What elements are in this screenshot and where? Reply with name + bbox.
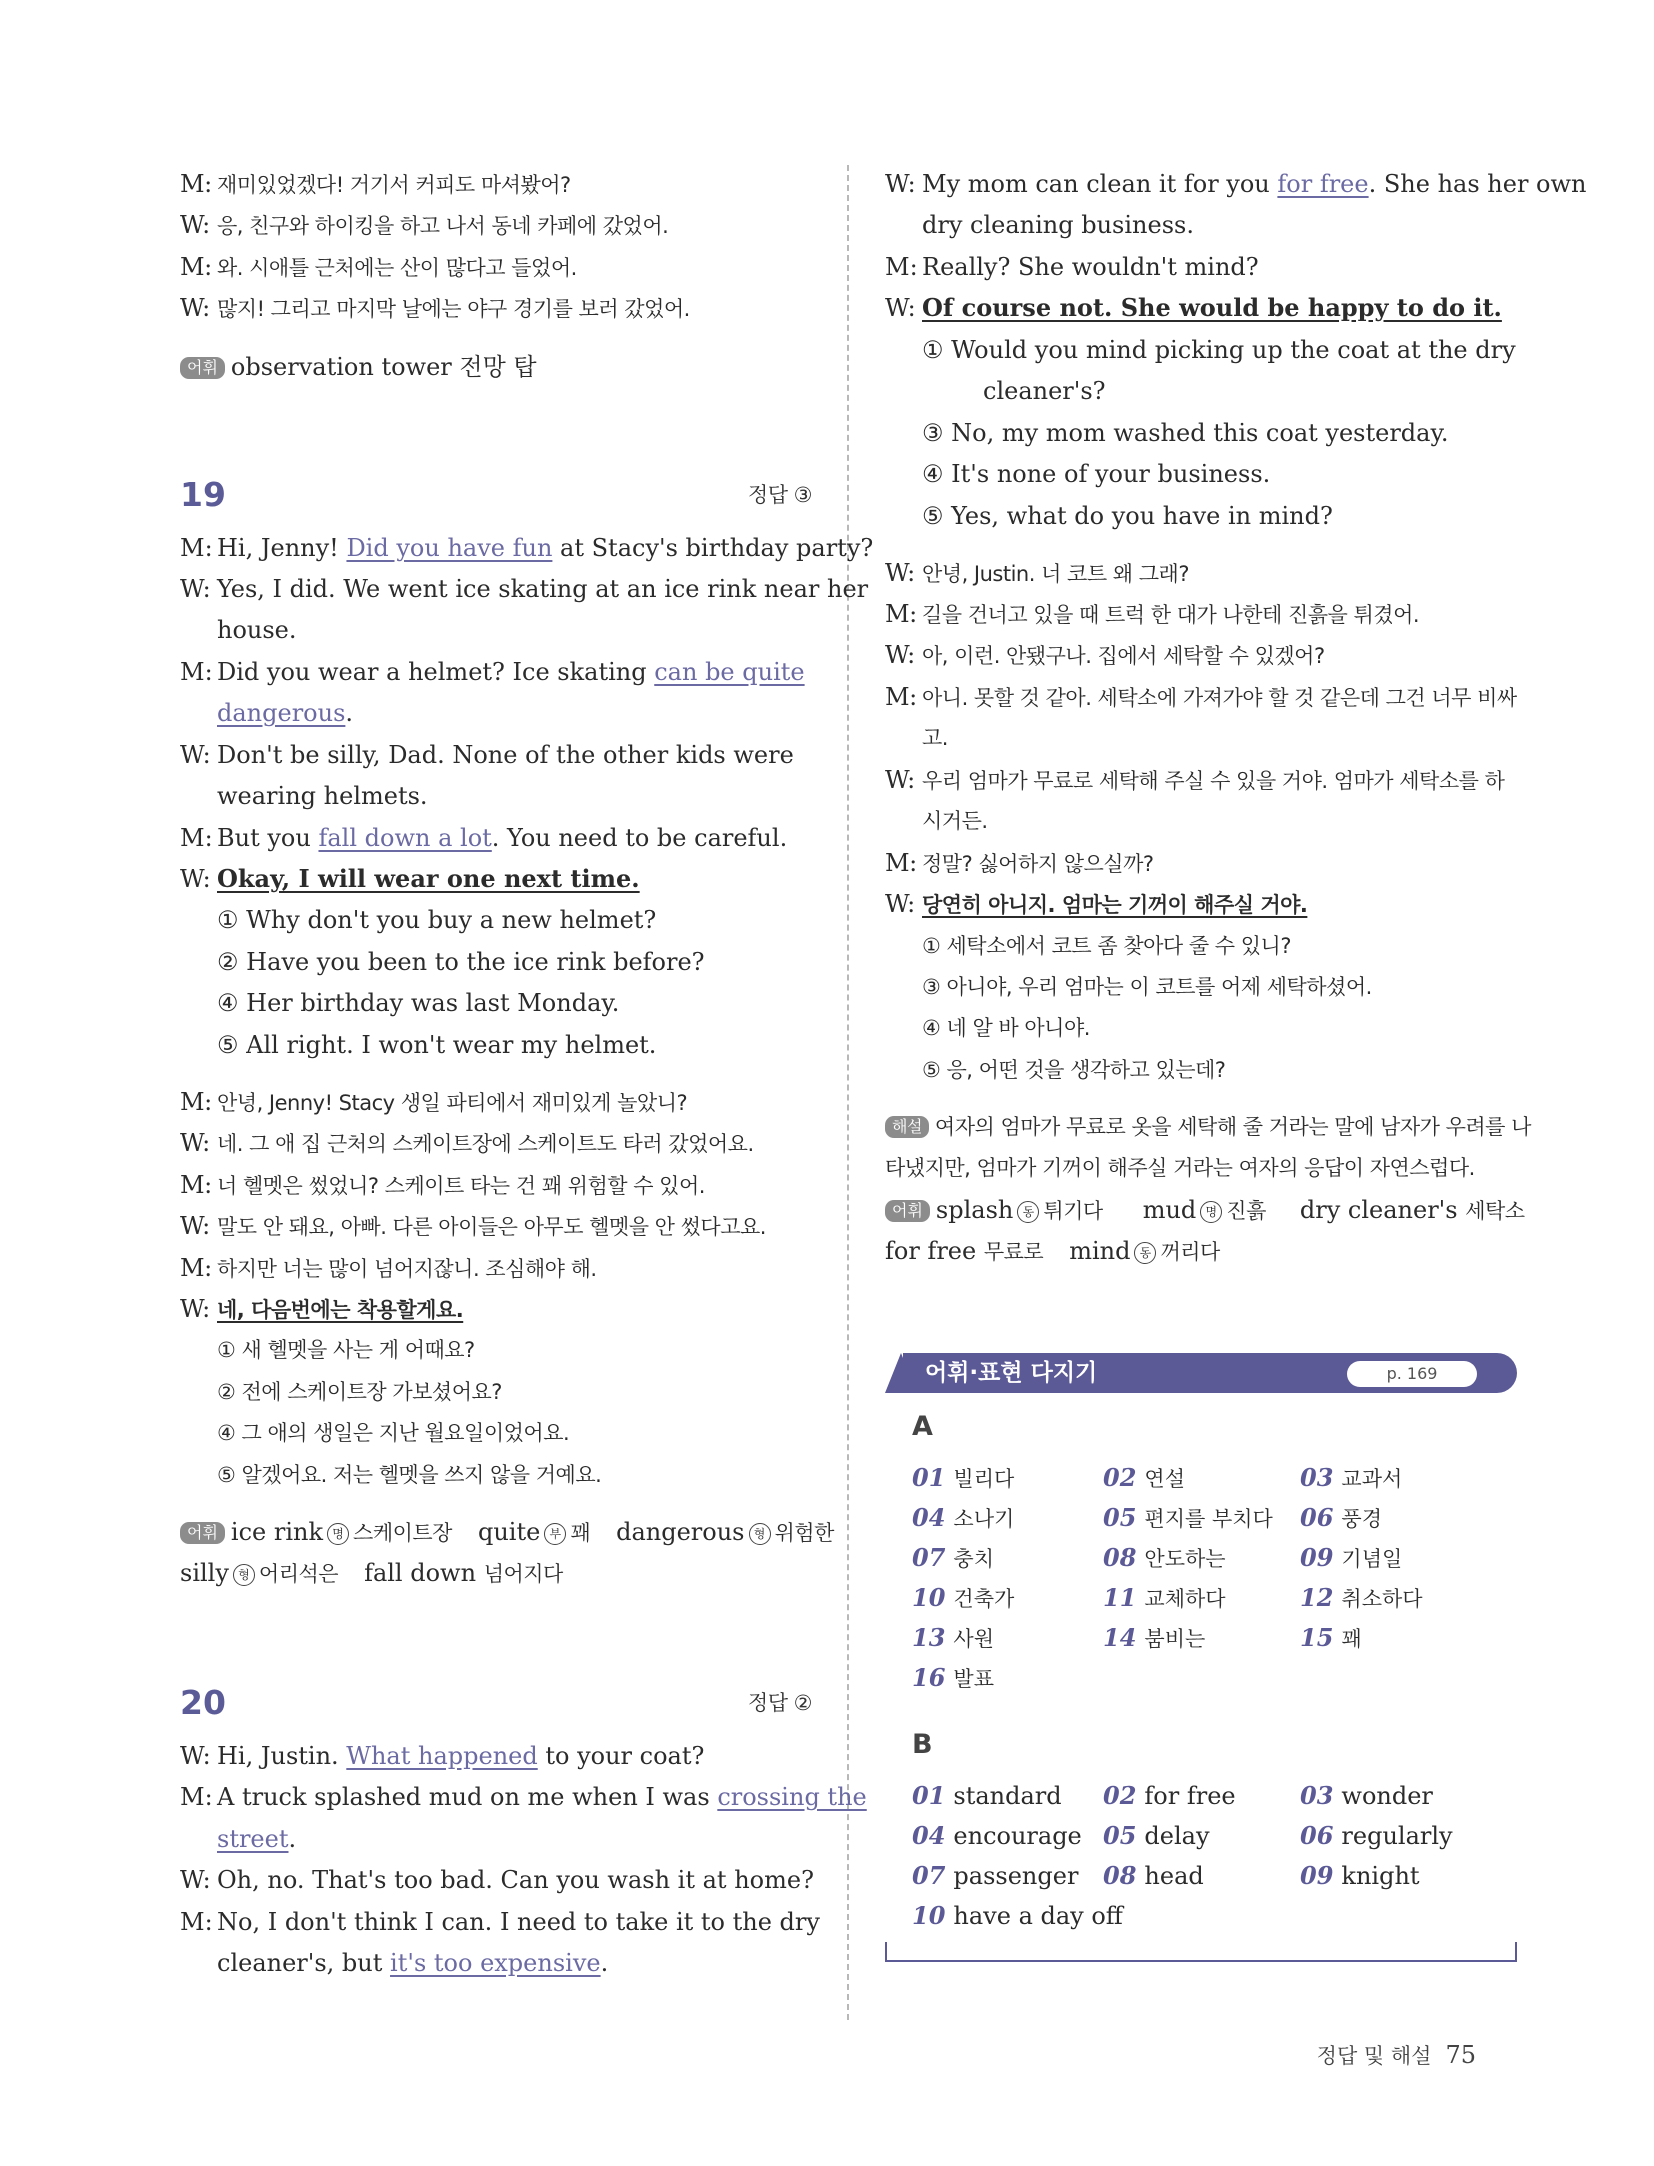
vocab-review-item: [912, 1901, 1123, 1931]
item-number: 03: [1300, 1781, 1334, 1810]
vocab-badge: 어휘: [180, 357, 225, 379]
item-number: 09: [1300, 1543, 1334, 1572]
vocab-review-item: [1300, 1861, 1420, 1891]
item-answer: regularly: [1341, 1822, 1453, 1850]
item-answer: 교체하다: [1144, 1587, 1226, 1611]
item-number: 07: [912, 1543, 946, 1572]
item-answer: standard: [953, 1782, 1062, 1810]
section-a-label: A: [912, 1411, 933, 1442]
explanation-badge: 해설: [885, 1116, 929, 1138]
item-answer: 편지를 부치다: [1144, 1507, 1273, 1531]
blank-answer: What happened: [346, 1742, 538, 1770]
item-answer: 취소하다: [1341, 1587, 1423, 1611]
blank-answer: crossing the: [717, 1783, 867, 1811]
item-number: 09: [1300, 1861, 1334, 1890]
item-answer: 붐비는: [1144, 1627, 1206, 1651]
item-number: 04: [912, 1821, 946, 1850]
item-answer: 소나기: [953, 1507, 1015, 1531]
vocab-review-page-ref: p. 169: [1347, 1361, 1477, 1387]
blank-answer: fall down a lot: [318, 824, 492, 852]
vocab-review-item: [912, 1821, 1082, 1851]
item-answer: for free: [1144, 1782, 1236, 1810]
vocab-review-item: [1300, 1543, 1402, 1574]
item-number: 06: [1300, 1821, 1334, 1850]
item-answer: 건축가: [953, 1587, 1015, 1611]
blank-answer: Did you have fun: [346, 534, 553, 562]
item-answer: encourage: [953, 1822, 1082, 1850]
vocab-review-item: [912, 1543, 994, 1574]
vocab-review-item: [1103, 1503, 1273, 1534]
vocab-review-item: [1103, 1463, 1185, 1494]
item-answer: knight: [1341, 1862, 1420, 1890]
vocab-review-item: [1103, 1821, 1210, 1851]
item-answer: 충치: [953, 1547, 994, 1571]
item-answer: head: [1144, 1862, 1204, 1890]
vocab-review-bracket: [885, 1942, 1517, 1962]
vocab-text: observation tower 전망 탑: [230, 353, 537, 381]
item-number: 01: [912, 1781, 946, 1810]
item-answer: 빌리다: [953, 1467, 1015, 1491]
item-number: 02: [1103, 1463, 1137, 1492]
item-number: 08: [1103, 1861, 1137, 1890]
item-answer: passenger: [953, 1862, 1079, 1890]
dialogue-line: M: 재미있었겠다! 거기서 커피도 마셔봤어?: [180, 170, 571, 198]
item-answer: 기념일: [1341, 1547, 1403, 1571]
vocab-review-item: [1300, 1821, 1453, 1851]
item-answer: 안도하는: [1144, 1547, 1226, 1571]
vocab-review-header: [885, 1353, 1517, 1393]
item-answer: wonder: [1341, 1782, 1433, 1810]
option: ④ It's none of your business.: [922, 460, 1271, 488]
vocab-review-item: [1103, 1623, 1205, 1654]
item-number: 16: [912, 1663, 946, 1692]
option: ① Why don't you buy a new helmet?: [217, 906, 657, 934]
item-number: 05: [1103, 1821, 1137, 1850]
blank-answer: for free: [1277, 170, 1369, 198]
blank-answer: dangerous: [217, 699, 346, 727]
question-number-19: 19: [180, 475, 226, 514]
item-number: 03: [1300, 1463, 1334, 1492]
item-number: 07: [912, 1861, 946, 1890]
correct-answer: 당연히 아니지. 엄마는 기꺼이 해주실 거야.: [922, 893, 1308, 917]
section-b-label: B: [912, 1729, 933, 1760]
option: ② Have you been to the ice rink before?: [217, 948, 705, 976]
option: ④ Her birthday was last Monday.: [217, 989, 620, 1017]
vocab-badge: 어휘: [885, 1200, 930, 1222]
dialogue-line: W: 많지! 그리고 마지막 날에는 야구 경기를 보러 갔었어.: [180, 294, 690, 322]
option: ① Would you mind picking up the coat at the dry: [922, 336, 1516, 364]
item-answer: delay: [1144, 1822, 1210, 1850]
item-number: 15: [1300, 1623, 1334, 1652]
vocab-review-item: [1300, 1463, 1402, 1494]
item-answer: 풍경: [1341, 1507, 1382, 1531]
page-footer: [1317, 2040, 1476, 2071]
item-answer: 사원: [953, 1627, 994, 1651]
answer-mark-20: 정답 ②: [747, 1691, 812, 1715]
option: ③ No, my mom washed this coat yesterday.: [922, 419, 1449, 447]
blank-answer: can be quite: [654, 658, 805, 686]
vocab-badge: 어휘: [180, 1522, 225, 1544]
item-number: 11: [1103, 1583, 1137, 1612]
vocab-review-item: [912, 1663, 994, 1694]
blank-answer: it's too expensive: [390, 1949, 601, 1977]
item-number: 12: [1300, 1583, 1334, 1612]
correct-answer: Of course not. She would be happy to do it.: [922, 293, 1502, 322]
item-number: 14: [1103, 1623, 1137, 1652]
item-answer: 교과서: [1341, 1467, 1403, 1491]
item-answer: have a day off: [953, 1902, 1123, 1930]
vocab-review-item: [1103, 1861, 1204, 1891]
item-number: 10: [912, 1583, 946, 1612]
correct-answer: 네, 다음번에는 착용할게요.: [217, 1298, 464, 1322]
q18-vocab: [180, 352, 812, 382]
vocab-review-item: [1300, 1503, 1382, 1534]
column-divider: [847, 165, 849, 2020]
correct-answer: Okay, I will wear one next time.: [217, 864, 640, 893]
blank-answer: street: [217, 1825, 289, 1853]
vocab-review-item: [1103, 1543, 1226, 1574]
dialogue-line: M: 와. 시애틀 근처에는 산이 많다고 들었어.: [180, 253, 577, 281]
option: ⑤ Yes, what do you have in mind?: [922, 502, 1333, 530]
vocab-review-item: [1103, 1781, 1236, 1811]
item-number: 13: [912, 1623, 946, 1652]
item-answer: 연설: [1144, 1467, 1185, 1491]
vocab-review-item: [912, 1623, 994, 1654]
answer-mark-19: 정답 ③: [747, 483, 812, 507]
item-number: 08: [1103, 1543, 1137, 1572]
option: ⑤ All right. I won't wear my helmet.: [217, 1031, 657, 1059]
item-number: 10: [912, 1901, 946, 1930]
item-number: 05: [1103, 1503, 1137, 1532]
item-number: 04: [912, 1503, 946, 1532]
item-number: 06: [1300, 1503, 1334, 1532]
vocab-review-item: [1103, 1583, 1226, 1614]
page-number: 75: [1445, 2041, 1476, 2069]
vocab-review-item: [1300, 1781, 1433, 1811]
question-number-20: 20: [180, 1683, 226, 1722]
footer-label: 정답 및 해설: [1316, 2044, 1432, 2068]
vocab-review-item: [912, 1463, 1014, 1494]
vocab-review-item: [912, 1503, 1014, 1534]
vocab-review-item: [912, 1781, 1062, 1811]
item-number: 01: [912, 1463, 946, 1492]
vocab-review-title: 어휘·표현 다지기: [925, 1360, 1098, 1386]
item-number: 02: [1103, 1781, 1137, 1810]
vocab-review-item: [912, 1861, 1078, 1891]
item-answer: 발표: [953, 1667, 994, 1691]
dialogue-line: W: 응, 친구와 하이킹을 하고 나서 동네 카페에 갔었어.: [180, 211, 669, 239]
vocab-review-item: [1300, 1623, 1362, 1654]
vocab-review-item: [1300, 1583, 1423, 1614]
vocab-review-item: [912, 1583, 1014, 1614]
item-answer: 꽤: [1341, 1627, 1362, 1651]
